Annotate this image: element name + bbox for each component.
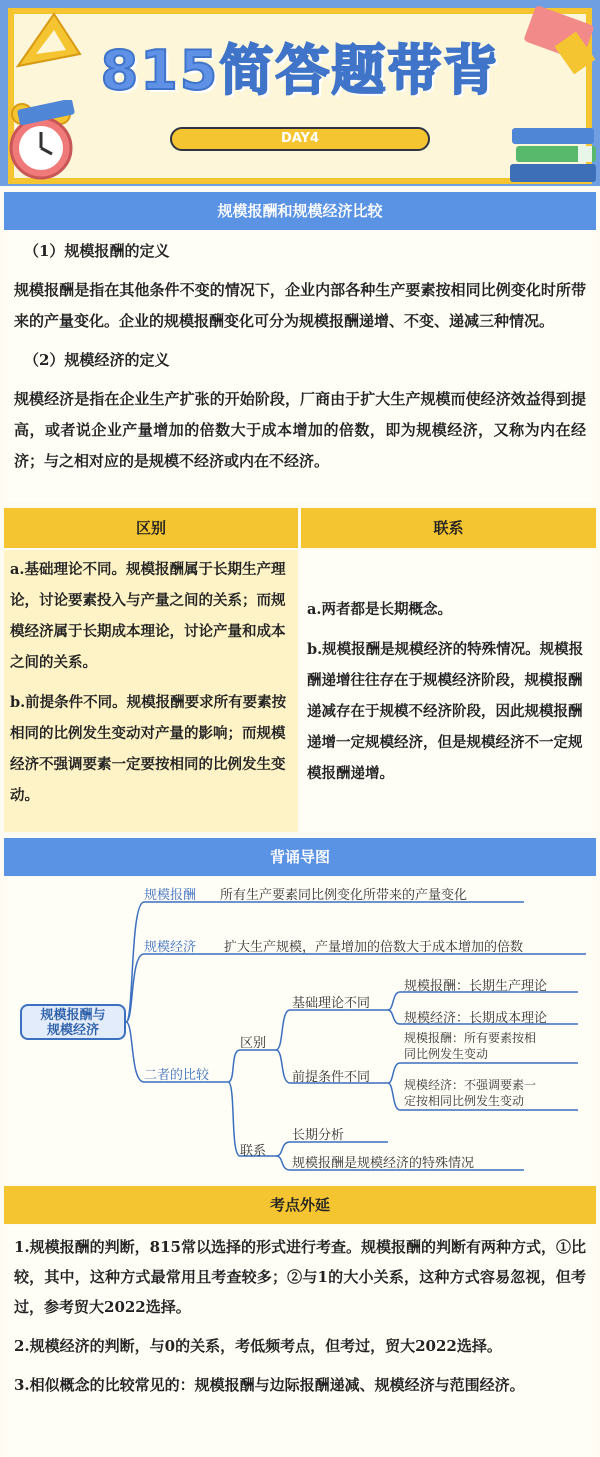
mindmap-node-economies: 规模经济 bbox=[144, 940, 197, 955]
connection-item: a.两者都是长期概念。 bbox=[307, 601, 452, 618]
page-title: 815简答题带背 bbox=[100, 39, 500, 102]
mindmap-node-difference: 区别 bbox=[240, 1036, 267, 1051]
table-cell-connection bbox=[301, 550, 596, 832]
extension-block bbox=[4, 1226, 596, 1457]
header-banner bbox=[0, 0, 600, 186]
mindmap-node-returns-desc: 所有生产要素同比例变化所带来的产量变化 bbox=[220, 888, 468, 903]
leaf-line: 规模报酬：所有要素按相 bbox=[404, 1031, 537, 1045]
mindmap-node-returns: 规模报酬 bbox=[144, 888, 197, 903]
mindmap-leaf: 规模经济：长期成本理论 bbox=[404, 1011, 548, 1026]
day-badge: DAY4 bbox=[170, 127, 430, 151]
mindmap-leaf bbox=[404, 1030, 536, 1062]
paragraph-economies-of-scale: 规模经济是指在企业生产扩张的开始阶段，厂商由于扩大生产规模而使经济效益得到提高，或者说企业产量增加的倍数大于成本增加的倍数，即为规模经济，又称为内在经济；与之相对应的是规模不经济或内在不经济。 bbox=[14, 390, 586, 470]
difference-item: b.前提条件不同。规模报酬要求所有要素按相同的比例发生变动对产量的影响；而规模经济不强调要素一定要按相同的比例发生变动。 bbox=[10, 694, 287, 804]
section-header-mindmap: 背诵导图 bbox=[4, 838, 596, 876]
mindmap bbox=[4, 878, 596, 1184]
mindmap-leaf: 规模报酬：长期生产理论 bbox=[404, 979, 548, 994]
mindmap-node-theory: 基础理论不同 bbox=[292, 996, 371, 1011]
mindmap-root bbox=[20, 1004, 126, 1040]
leaf-line: 同比例发生变动 bbox=[404, 1047, 489, 1061]
root-line: 规模经济 bbox=[46, 1023, 99, 1038]
mindmap-leaf: 长期分析 bbox=[292, 1128, 345, 1143]
book-icon bbox=[0, 100, 80, 140]
paragraph-returns-to-scale: 规模报酬是指在其他条件不变的情况下，企业内部各种生产要素按相同比例变化时所带来的产量变化。企业的规模报酬变化可分为规模报酬递增、不变、递减三种情况。 bbox=[14, 281, 586, 330]
mindmap-node-comparison: 二者的比较 bbox=[144, 1068, 210, 1083]
difference-item: a.基础理论不同。规模报酬属于长期生产理论，讨论要素投入与产量之间的关系；而规模经济属于长期成本理论，讨论产量和成本之间的关系。 bbox=[10, 561, 286, 671]
extension-item: 1.规模报酬的判断，815常以选择的形式进行考查。规模报酬的判断有两种方式，①比较，其中，这种方式最常用且考查较多；②与1的大小关系，这种方式容易忽视，但考过，参考贸大2022选择。 bbox=[14, 1238, 586, 1316]
definitions-block bbox=[4, 230, 596, 502]
table-header-difference: 区别 bbox=[4, 508, 298, 548]
section-header-extension: 考点外延 bbox=[4, 1186, 596, 1224]
mindmap-node-connection: 联系 bbox=[240, 1144, 267, 1159]
leaf-line: 规模经济：不强调要素一 bbox=[404, 1078, 537, 1092]
root-line: 规模报酬与 bbox=[40, 1008, 106, 1023]
mindmap-leaf: 规模报酬是规模经济的特殊情况 bbox=[292, 1156, 475, 1171]
connection-item: b.规模报酬是规模经济的特殊情况。规模报酬递增往往存在于规模经济阶段，规模报酬递减存在于规模不经济阶段，因此规模报酬递增一定规模经济，但是规模经济不一定规模报酬递增。 bbox=[307, 641, 584, 782]
extension-item: 3.相似概念的比较常见的：规模报酬与边际报酬递减、规模经济与范围经济。 bbox=[14, 1376, 525, 1394]
extension-item: 2.规模经济的判断，与0的关系，考低频考点，但考过，贸大2022选择。 bbox=[14, 1337, 502, 1355]
leaf-line: 定按相同比例发生变动 bbox=[404, 1094, 525, 1108]
section-header-comparison: 规模报酬和规模经济比较 bbox=[4, 192, 596, 230]
table-cell-difference bbox=[4, 550, 298, 832]
books-stack-icon bbox=[508, 120, 600, 186]
table-header-connection: 联系 bbox=[301, 508, 596, 548]
subheading-returns-to-scale: （1）规模报酬的定义 bbox=[24, 242, 170, 260]
mindmap-leaf bbox=[404, 1077, 536, 1109]
mindmap-node-economies-desc: 扩大生产规模，产量增加的倍数大于成本增加的倍数 bbox=[224, 940, 524, 955]
mindmap-node-premise: 前提条件不同 bbox=[292, 1070, 371, 1085]
subheading-economies-of-scale: （2）规模经济的定义 bbox=[24, 351, 170, 369]
